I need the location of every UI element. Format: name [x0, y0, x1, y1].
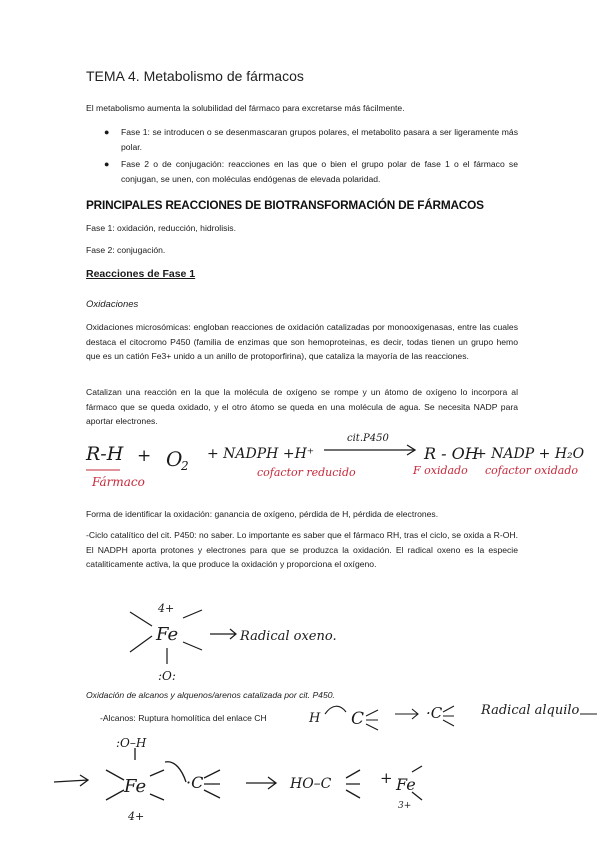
reaction-rh: R-H [86, 443, 124, 465]
alcanos-title: Oxidación de alcanos y alquenos/arenos catalizada por cit. P450. [86, 690, 335, 700]
reaction-label-farmaco: Fármaco [92, 475, 145, 489]
oxeno-fe: Fe [156, 624, 179, 645]
oxidaciones-label: Oxidaciones [86, 299, 139, 310]
alquilo-curve-arrow-icon [325, 706, 346, 714]
bullet-text: Fase 1: se introducen o se desenmascaran grupos polares, el metabolito pasara a ser ligeramente más polar. [121, 127, 518, 152]
reaction-catalyst: cit.P450 [347, 433, 389, 444]
bottom-arrow-left-icon [54, 775, 88, 786]
bottom-plus: + [380, 769, 393, 787]
reaction-o2: O [166, 447, 183, 471]
bullet-text: Fase 2 o de conjugación: reacciones en las que o bien el grupo polar de fase 1 o el fármaco se conjugan, se unen, con moléculas endógenas de elevada polaridad. [121, 159, 518, 184]
microsomal-paragraph: Oxidaciones microsómicas: engloban reacciones de oxidación catalizadas por monooxigenasas, entre las cuales destaca el citocromo P450 (familia de enzimas que son hemoproteinas, es decir, todas tienen un grupo hemo que es un catión Fe3+ unido a un anillo de protoporfirina), que cataliza la mayoría de las reacciones. [86, 322, 518, 361]
ciclo-paragraph: -Ciclo catalítico del cit. P450: no saber. Lo importante es saber que el fármaco RH, tras el ciclo, se oxida a R-OH. El NADPH aporta protones y electrones para que se produzca la oxidación. El radical oxeno es la especie cataliticamente activa, la que produce la oxidación y proporciona el oxígeno. [86, 530, 518, 569]
oxeno-label: Radical oxeno. [240, 629, 337, 644]
reaction-nadph: + NADPH +H⁺ [207, 446, 315, 462]
alquilo-label: Radical alquilo [481, 703, 580, 718]
oxeno-o: :O: [158, 669, 176, 683]
bottom-ooh: :O–H [116, 736, 147, 750]
bottom-product-bonds-icon [346, 770, 360, 798]
reaction-nadp: + NADP + H₂O [475, 446, 585, 462]
alquilo-dot-c: ·C [426, 704, 443, 722]
oxeno-arrow-icon [210, 629, 236, 639]
subheading-reacciones-fase1: Reacciones de Fase 1 [86, 268, 196, 280]
bullet-dot-icon: ● [104, 159, 110, 169]
alquilo-bonds-icon [366, 710, 378, 730]
bottom-arrow-mid-icon [246, 777, 276, 789]
alquilo-arrow-icon [395, 709, 418, 719]
forma-paragraph: Forma de identificar la oxidación: ganancia de oxígeno, pérdida de H, pérdida de electrones. [86, 509, 439, 519]
bullet-dot-icon: ● [104, 127, 110, 137]
reaction-plus: + [137, 446, 152, 466]
bottom-fe-charge: 4+ [128, 810, 145, 823]
reaction-label-cofactor-reducido: cofactor reducido [257, 466, 356, 479]
bottom-product: HO–C [290, 776, 332, 792]
reaction-o2-sub: 2 [181, 459, 189, 473]
oxeno-charge: 4+ [158, 602, 175, 615]
bottom-fe3-charge: 3+ [398, 801, 412, 811]
intro-paragraph: El metabolismo aumenta la solubilidad del fármaco para excretarse más fácilmente. [86, 103, 405, 113]
alquilo-c: C [351, 709, 365, 729]
fase1-line: Fase 1: oxidación, reducción, hidrolisis. [86, 223, 236, 233]
reaction-arrow-icon [324, 445, 415, 455]
fase2-line: Fase 2: conjugación. [86, 245, 166, 255]
bottom-fe3: Fe [396, 775, 416, 794]
section-heading: PRINCIPALES REACCIONES DE BIOTRANSFORMACIÓN DE FÁRMACOS [86, 198, 484, 212]
reaction-label-oxidado: F oxidado [413, 464, 468, 477]
alquilo-radical-bonds-icon [443, 706, 454, 726]
alquilo-h: H [309, 711, 321, 726]
catalizan-paragraph: Catalizan una reacción en la que la molécula de oxígeno se rompe y un átomo de oxígeno lo incorpora al fármaco que se queda oxidado, y el otro átomo se queda en una molécula de agua. Se necesita NADP para aportar electrones. [86, 387, 518, 426]
page-title: TEMA 4. Metabolismo de fármacos [86, 68, 304, 84]
bottom-fe: Fe [124, 776, 147, 797]
alcanos-line: -Alcanos: Ruptura homolítica del enlace CH [100, 713, 267, 723]
reaction-label-cofactor-oxidado: cofactor oxidado [485, 464, 578, 477]
reaction-roh: R - OH [424, 444, 479, 463]
bottom-curve-arrow-icon [165, 762, 186, 782]
bottom-c-bonds-icon [204, 770, 220, 798]
bottom-c-radical: ·C [186, 773, 204, 792]
